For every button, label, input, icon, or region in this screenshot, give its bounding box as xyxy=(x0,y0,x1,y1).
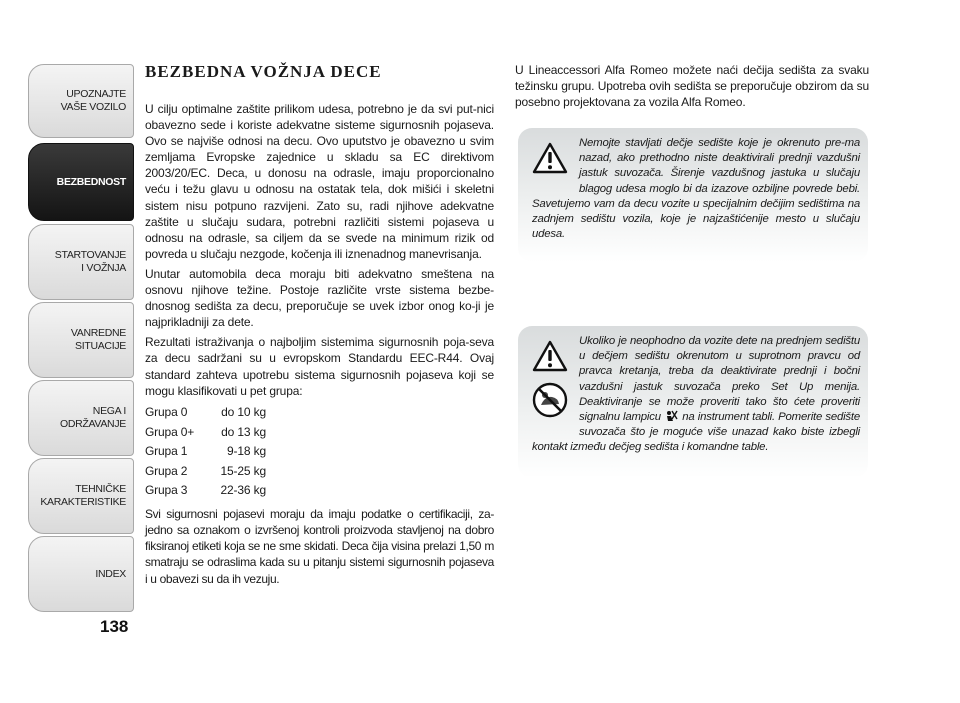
tab-nega-i-odrzavanje[interactable]: NEGA I ODRŽAVANJE xyxy=(28,380,134,456)
paragraph-intro: U cilju optimalne zaštite prilikom udesa, potrebno je da svi put-nici obavezno sede i koriste adekvatne sisteme sigurnosnih pojaseva. Ovo se najviše odnosi na decu. Ovo uputstvo je obavezno u svim zemljama Evropske zajednice u skladu sa EC direktivom 2003/20/EC. Deca, u donosu na odrasle, imaju proporcionalno veću i težu glavu u odnosu na ostatak tela, dok mišići i skeletni sistem nisu potpuno razvijeni. Zato su, radi njihove adekvatne zaštite u slučaju sudara, potrebni različiti sistemi pojaseva u odnosu na odrasle, sa ciljem da se svede na minimum rizik od povreda u slučaju nezgode, kočenja ili iznenadnog manevrisanja. xyxy=(145,102,494,261)
list-item xyxy=(145,403,494,423)
group-weight: do 10 kg xyxy=(221,405,266,420)
weight-groups-list xyxy=(145,403,494,501)
page-number: 138 xyxy=(100,617,129,636)
tab-startovanje-i-voznja[interactable]: STARTOVANJE I VOŽNJA xyxy=(28,224,134,300)
tab-upoznajte-vase-vozilo[interactable]: UPOZNAJTE VAŠE VOZILO xyxy=(28,64,134,138)
group-name: Grupa 3 xyxy=(145,483,188,498)
warning-box-front-seat xyxy=(518,326,868,478)
list-item xyxy=(145,422,494,442)
main-text-column xyxy=(145,62,494,587)
warning-triangle-icon xyxy=(532,142,568,174)
list-item xyxy=(145,461,494,481)
warning-text-part-2: na instrument tabli. Pomerite sedište suvozača što je moguće više unazad kako biste izbegli kontakt između dečjeg sedišta i komandne table. xyxy=(532,411,861,454)
group-name: Grupa 1 xyxy=(145,444,188,459)
warning-text xyxy=(532,334,860,456)
section-title: BEZBEDNA VOŽNJA DECE xyxy=(145,62,382,81)
warning-box-rear-facing-seat xyxy=(518,128,868,262)
group-weight: 22-36 kg xyxy=(220,483,266,498)
paragraph-lineaccessori: U Lineaccessori Alfa Romeo možete naći dečija sedišta za svaku težinsku grupu. Upotreba ovih sedišta se preporučuje obzirom da su posebno projektovana za vozila Alfa Romeo. xyxy=(515,63,869,110)
group-weight: 9-18 kg xyxy=(227,444,266,459)
airbag-off-icon xyxy=(532,382,568,418)
tab-tehnicke-karakteristike[interactable]: TEHNIČKE KARAKTERISTIKE xyxy=(28,458,134,534)
group-weight: do 13 kg xyxy=(221,424,266,439)
paragraph-certification: Svi sigurnosni pojasevi moraju da imaju podatke o certifikaciji, za-jedno sa oznakom o izvršenoj kontroli proizvoda stavljenoj na dobro fiksiranoj etiketi koja se ne sme skidati. Deca čija visina prelazi 1,50 m smatraju se odraslima kada su u pitanju sistemi sigurnosnih pojaseva i u obavezi su da ih vezuju. xyxy=(145,507,494,586)
list-item xyxy=(145,442,494,462)
tab-bezbednost[interactable]: BEZBEDNOST xyxy=(28,143,134,221)
paragraph-placement: Unutar automobila deca moraju biti adekvatno smeštena na osnovu njihove težine. Postoje različite vrste sistema bezbe-dnosnog sedišta za decu, preporučuje se uvek izbor onog ko-ji je najprikladniji za dete. xyxy=(145,266,494,330)
paragraph-standard: Rezultati istraživanja o najboljim sistemima sigurnosnih poja-seva za decu sadržani su u evropskom Standardu EEC-R44. Ovaj standard zahteva upotrebu sistema sigurnosnih pojaseva koji se mogu klasifikovati u pet grupa: xyxy=(145,335,494,398)
group-weight: 15-25 kg xyxy=(220,463,266,478)
list-item xyxy=(145,481,494,501)
group-name: Grupa 2 xyxy=(145,463,188,478)
group-name: Grupa 0 xyxy=(145,405,188,420)
tab-index[interactable]: INDEX xyxy=(28,536,134,612)
warning-text: Nemojte stavljati dečje sedište koje je okrenuto pre-ma nazad, ako prethodno niste deaktivirali prednji vazdušni jastuk suvozača. Širenje vazdušnog jastuka u slučaju blagog udesa moglo bi da izazove ozbiljne povrede bebi. Savetujemo vam da decu vozite u specijalnim dečijim sedištima na zadnjem sedištu vozila, koje je najzaštićenije mesto u slučaju udesa. xyxy=(532,137,860,241)
group-name: Grupa 0+ xyxy=(145,424,195,439)
airbag-off-lamp-icon xyxy=(665,410,678,422)
warning-icons xyxy=(532,142,570,184)
tab-vanredne-situacije[interactable]: VANREDNE SITUACIJE xyxy=(28,302,134,378)
warning-triangle-icon xyxy=(532,340,568,372)
warning-text-part-1: Ukoliko je neophodno da vozite dete na prednjem sedištu u dečjem sedištu okrenutom u suprotnom pravcu od pravca kretanja, treba da deaktivirate prednji i bočni vazdušni jastuk suvozača preko Set Up menija. Deaktiviranje se može proveriti tako što ćete proveriti signalnu lampicu xyxy=(579,335,860,424)
warning-icons xyxy=(532,340,570,428)
